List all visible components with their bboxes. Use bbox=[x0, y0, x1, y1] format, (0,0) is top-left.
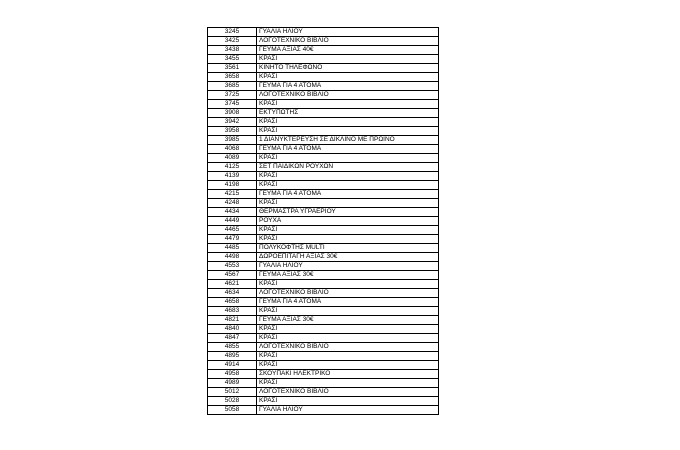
ticket-number-cell: 4895 bbox=[208, 352, 257, 361]
table-row bbox=[208, 226, 439, 235]
ticket-number-cell: 3425 bbox=[208, 37, 257, 46]
ticket-number-cell: 4989 bbox=[208, 379, 257, 388]
table-row bbox=[208, 289, 439, 298]
ticket-number-cell: 4621 bbox=[208, 280, 257, 289]
prize-cell: ΛΟΓΟΤΕΧΝΙΚΟ ΒΙΒΛΙΟ bbox=[257, 343, 439, 352]
prize-table bbox=[207, 27, 439, 415]
ticket-number-cell: 5028 bbox=[208, 397, 257, 406]
table-row bbox=[208, 91, 439, 100]
table-row bbox=[208, 55, 439, 64]
prize-cell: ΚΡΑΣΙ bbox=[257, 172, 439, 181]
table-row bbox=[208, 163, 439, 172]
table-row bbox=[208, 298, 439, 307]
prize-cell: ΚΡΑΣΙ bbox=[257, 100, 439, 109]
prize-cell: ΚΙΝΗΤΟ ΤΗΛΕΦΩΝΟ bbox=[257, 64, 439, 73]
table-row bbox=[208, 343, 439, 352]
ticket-number-cell: 4125 bbox=[208, 163, 257, 172]
table-row bbox=[208, 262, 439, 271]
table-row bbox=[208, 136, 439, 145]
table-row bbox=[208, 208, 439, 217]
ticket-number-cell: 3245 bbox=[208, 28, 257, 37]
prize-cell: ΡΟΥΧΑ bbox=[257, 217, 439, 226]
table-row bbox=[208, 280, 439, 289]
ticket-number-cell: 4567 bbox=[208, 271, 257, 280]
prize-cell: ΣΕΤ ΠΑΙΔΙΚΩΝ ΡΟΥΧΩΝ bbox=[257, 163, 439, 172]
table-row bbox=[208, 244, 439, 253]
table-row bbox=[208, 217, 439, 226]
prize-cell: ΓΕΥΜΑ ΓΙΑ 4 ΑΤΟΜΑ bbox=[257, 145, 439, 154]
prize-cell: ΛΟΓΟΤΕΧΝΙΚΟ ΒΙΒΛΙΟ bbox=[257, 289, 439, 298]
prize-cell: 1 ΔΙΑΝΥΚΤΕΡΕΥΣΗ ΣΕ ΔΙΚΛΙΝΟ ΜΕ ΠΡΩΙΝΟ bbox=[257, 136, 439, 145]
prize-cell: ΚΡΑΣΙ bbox=[257, 199, 439, 208]
table-row bbox=[208, 307, 439, 316]
prize-cell: ΚΡΑΣΙ bbox=[257, 280, 439, 289]
prize-cell: ΓΕΥΜΑ ΑΞΙΑΣ 30€ bbox=[257, 271, 439, 280]
ticket-number-cell: 4434 bbox=[208, 208, 257, 217]
ticket-number-cell: 4465 bbox=[208, 226, 257, 235]
table-row bbox=[208, 406, 439, 415]
ticket-number-cell: 3725 bbox=[208, 91, 257, 100]
prize-cell: ΚΡΑΣΙ bbox=[257, 154, 439, 163]
ticket-number-cell: 3455 bbox=[208, 55, 257, 64]
ticket-number-cell: 3438 bbox=[208, 46, 257, 55]
table-row bbox=[208, 37, 439, 46]
prize-table-body bbox=[208, 28, 439, 415]
prize-cell: ΓΕΥΜΑ ΓΙΑ 4 ΑΤΟΜΑ bbox=[257, 298, 439, 307]
table-row bbox=[208, 145, 439, 154]
ticket-number-cell: 4198 bbox=[208, 181, 257, 190]
table-row bbox=[208, 181, 439, 190]
table-row bbox=[208, 271, 439, 280]
table-row bbox=[208, 361, 439, 370]
table-row bbox=[208, 235, 439, 244]
ticket-number-cell: 4658 bbox=[208, 298, 257, 307]
ticket-number-cell: 4914 bbox=[208, 361, 257, 370]
prize-cell: ΚΡΑΣΙ bbox=[257, 397, 439, 406]
ticket-number-cell: 3908 bbox=[208, 109, 257, 118]
prize-cell: ΓΕΥΜΑ ΑΞΙΑΣ 40€ bbox=[257, 46, 439, 55]
table-row bbox=[208, 190, 439, 199]
table-row bbox=[208, 73, 439, 82]
ticket-number-cell: 5058 bbox=[208, 406, 257, 415]
prize-cell: ΛΟΓΟΤΕΧΝΙΚΟ ΒΙΒΛΙΟ bbox=[257, 91, 439, 100]
ticket-number-cell: 4958 bbox=[208, 370, 257, 379]
table-row bbox=[208, 100, 439, 109]
prize-cell: ΕΚΤΥΠΩΤΗΣ bbox=[257, 109, 439, 118]
ticket-number-cell: 4089 bbox=[208, 154, 257, 163]
table-row bbox=[208, 334, 439, 343]
ticket-number-cell: 4498 bbox=[208, 253, 257, 262]
ticket-number-cell: 4449 bbox=[208, 217, 257, 226]
prize-cell: ΓΕΥΜΑ ΑΞΙΑΣ 30€ bbox=[257, 316, 439, 325]
ticket-number-cell: 4139 bbox=[208, 172, 257, 181]
ticket-number-cell: 4248 bbox=[208, 199, 257, 208]
ticket-number-cell: 3942 bbox=[208, 118, 257, 127]
prize-cell: ΚΡΑΣΙ bbox=[257, 127, 439, 136]
table-row bbox=[208, 64, 439, 73]
ticket-number-cell: 4855 bbox=[208, 343, 257, 352]
prize-cell: ΔΩΡΟΕΠΙΤΑΓΗ ΑΞΙΑΣ 30€ bbox=[257, 253, 439, 262]
prize-cell: ΣΚΟΥΠΑΚΙ ΗΛΕΚΤΡΙΚΟ bbox=[257, 370, 439, 379]
ticket-number-cell: 4634 bbox=[208, 289, 257, 298]
ticket-number-cell: 4215 bbox=[208, 190, 257, 199]
table-row bbox=[208, 127, 439, 136]
ticket-number-cell: 4847 bbox=[208, 334, 257, 343]
prize-cell: ΚΡΑΣΙ bbox=[257, 118, 439, 127]
prize-cell: ΛΟΓΟΤΕΧΝΙΚΟ ΒΙΒΛΙΟ bbox=[257, 388, 439, 397]
prize-cell: ΚΡΑΣΙ bbox=[257, 325, 439, 334]
prize-cell: ΘΕΡΜΑΣΤΡΑ ΥΓΡΑΕΡΙΟΥ bbox=[257, 208, 439, 217]
ticket-number-cell: 5012 bbox=[208, 388, 257, 397]
ticket-number-cell: 3985 bbox=[208, 136, 257, 145]
table-row bbox=[208, 397, 439, 406]
table-row bbox=[208, 118, 439, 127]
table-row bbox=[208, 388, 439, 397]
ticket-number-cell: 4479 bbox=[208, 235, 257, 244]
prize-cell: ΛΟΓΟΤΕΧΝΙΚΟ ΒΙΒΛΙΟ bbox=[257, 37, 439, 46]
prize-cell: ΓΥΑΛΙΑ ΗΛΙΟΥ bbox=[257, 406, 439, 415]
table-row bbox=[208, 379, 439, 388]
prize-cell: ΚΡΑΣΙ bbox=[257, 181, 439, 190]
table-row bbox=[208, 370, 439, 379]
prize-cell: ΚΡΑΣΙ bbox=[257, 334, 439, 343]
ticket-number-cell: 3745 bbox=[208, 100, 257, 109]
prize-cell: ΚΡΑΣΙ bbox=[257, 55, 439, 64]
prize-cell: ΚΡΑΣΙ bbox=[257, 235, 439, 244]
table-row bbox=[208, 316, 439, 325]
ticket-number-cell: 4840 bbox=[208, 325, 257, 334]
ticket-number-cell: 4553 bbox=[208, 262, 257, 271]
prize-cell: ΚΡΑΣΙ bbox=[257, 226, 439, 235]
prize-cell: ΚΡΑΣΙ bbox=[257, 352, 439, 361]
prize-cell: ΓΥΑΛΙΑ ΗΛΙΟΥ bbox=[257, 28, 439, 37]
table-row bbox=[208, 352, 439, 361]
prize-cell: ΓΕΥΜΑ ΓΙΑ 4 ΑΤΟΜΑ bbox=[257, 190, 439, 199]
table-row bbox=[208, 82, 439, 91]
ticket-number-cell: 4821 bbox=[208, 316, 257, 325]
prize-cell: ΓΥΑΛΙΑ ΗΛΙΟΥ bbox=[257, 262, 439, 271]
ticket-number-cell: 3685 bbox=[208, 82, 257, 91]
prize-cell: ΓΕΥΜΑ ΓΙΑ 4 ΑΤΟΜΑ bbox=[257, 82, 439, 91]
table-row bbox=[208, 109, 439, 118]
table-row bbox=[208, 199, 439, 208]
table-row bbox=[208, 154, 439, 163]
prize-cell: ΠΟΛΥΚΟΦΤΗΣ MULTI bbox=[257, 244, 439, 253]
ticket-number-cell: 4485 bbox=[208, 244, 257, 253]
prize-cell: ΚΡΑΣΙ bbox=[257, 73, 439, 82]
prize-cell: ΚΡΑΣΙ bbox=[257, 307, 439, 316]
ticket-number-cell: 3958 bbox=[208, 127, 257, 136]
table-row bbox=[208, 46, 439, 55]
ticket-number-cell: 3561 bbox=[208, 64, 257, 73]
table-row bbox=[208, 28, 439, 37]
table-row bbox=[208, 253, 439, 262]
ticket-number-cell: 4068 bbox=[208, 145, 257, 154]
table-row bbox=[208, 172, 439, 181]
table-row bbox=[208, 325, 439, 334]
ticket-number-cell: 4683 bbox=[208, 307, 257, 316]
ticket-number-cell: 3658 bbox=[208, 73, 257, 82]
prize-cell: ΚΡΑΣΙ bbox=[257, 379, 439, 388]
prize-cell: ΚΡΑΣΙ bbox=[257, 361, 439, 370]
